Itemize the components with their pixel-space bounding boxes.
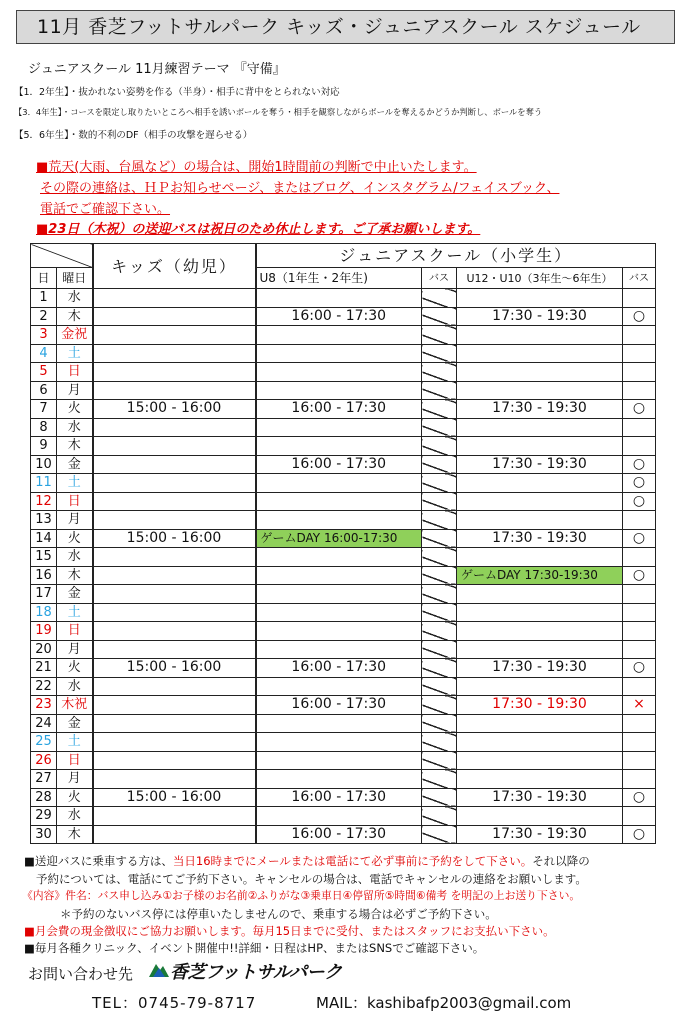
u8-time-cell: ゲームDAY 16:00-17:30 [256, 529, 422, 548]
footer-bus-line2: 予約については、電話にてご予約下さい。キャンセルの場合は、電話でキャンセルの連絡をお願いします。 [36, 872, 587, 886]
u8-time-cell [256, 585, 422, 604]
weekday-cell: 水 [57, 289, 93, 308]
schedule-table [30, 243, 656, 844]
u12-bus-cell [623, 807, 656, 826]
day-cell: 16 [31, 566, 57, 585]
kids-time-cell [93, 807, 256, 826]
day-cell: 25 [31, 733, 57, 752]
schedule-row [31, 511, 656, 530]
kids-time-cell: 15:00 - 16:00 [93, 400, 256, 419]
day-cell: 22 [31, 677, 57, 696]
u12-time-cell [457, 733, 623, 752]
kids-time-cell: 15:00 - 16:00 [93, 788, 256, 807]
u12-time-cell [457, 511, 623, 530]
weekday-cell: 土 [57, 344, 93, 363]
kids-time-cell [93, 511, 256, 530]
u8-bus-cell [422, 344, 457, 363]
day-cell: 14 [31, 529, 57, 548]
u12-time-cell: 17:30 - 19:30 [457, 825, 623, 844]
u12-bus-cell: ○ [623, 529, 656, 548]
theme-line-grade-3-4: 【3．4年生】・コースを限定し取りたいところへ相手を誘いボールを奪う・相手を観察しながらボールを奪えるかどうか判断し、ボールを奪う [14, 107, 543, 117]
day-cell: 4 [31, 344, 57, 363]
u8-bus-cell [422, 418, 457, 437]
contact-label: お問い合わせ先 [28, 965, 134, 983]
footer-bus-line1b: 当日16時までにメールまたは電話にて必ず事前に予約をして下さい。 [172, 854, 533, 868]
u8-time-cell [256, 603, 422, 622]
u12-time-cell: 17:30 - 19:30 [457, 788, 623, 807]
u8-bus-cell [422, 585, 457, 604]
u12-bus-cell [623, 733, 656, 752]
schedule-row [31, 622, 656, 641]
schedule-row [31, 363, 656, 382]
u12-time-cell [457, 548, 623, 567]
weekday-cell: 土 [57, 603, 93, 622]
u12-bus-cell [623, 751, 656, 770]
u12-bus-cell [623, 585, 656, 604]
u8-time-cell [256, 714, 422, 733]
u8-time-cell [256, 566, 422, 585]
u8-bus-cell [422, 677, 457, 696]
kids-time-cell [93, 696, 256, 715]
u12-bus-cell: ○ [623, 566, 656, 585]
u8-bus-cell [422, 363, 457, 382]
u12-time-cell: 17:30 - 19:30 [457, 696, 623, 715]
u12-time-cell: ゲームDAY 17:30-19:30 [457, 566, 623, 585]
weekday-cell: 金 [57, 585, 93, 604]
weather-notice: ■荒天(大雨、台風など）の場合は、開始1時間前の判断で中止いたします。 [36, 160, 477, 175]
weekday-cell: 土 [57, 733, 93, 752]
kids-time-cell [93, 677, 256, 696]
weekday-cell: 日 [57, 751, 93, 770]
kids-time-cell [93, 326, 256, 345]
u8-bus-cell [422, 437, 457, 456]
day-cell: 11 [31, 474, 57, 493]
schedule-row [31, 770, 656, 789]
u12-bus-cell [623, 677, 656, 696]
u8-time-cell [256, 492, 422, 511]
u12-bus-cell [623, 326, 656, 345]
u8-time-cell [256, 751, 422, 770]
u8-bus-cell [422, 696, 457, 715]
schedule-row [31, 492, 656, 511]
schedule-row [31, 474, 656, 493]
u12-header: U12・U10（3年生～6年生） [457, 268, 623, 289]
u12-bus-cell: ○ [623, 659, 656, 678]
u8-time-cell [256, 344, 422, 363]
u12-time-cell [457, 751, 623, 770]
weekday-cell: 木 [57, 825, 93, 844]
weekday-cell: 水 [57, 548, 93, 567]
kids-time-cell [93, 825, 256, 844]
day-cell: 24 [31, 714, 57, 733]
weekday-cell: 木祝 [57, 696, 93, 715]
kids-time-cell [93, 603, 256, 622]
u8-time-cell [256, 289, 422, 308]
weekday-cell: 火 [57, 659, 93, 678]
u8-bus-cell [422, 751, 457, 770]
u12-bus-cell: ○ [623, 307, 656, 326]
theme-line-grade-1-2: 【1．2年生】・抜かれない姿勢を作る（半身）・相手に背中をとられない対応 [14, 87, 340, 98]
u12-bus-cell [623, 511, 656, 530]
contact-notice-cont: 電話でご確認下さい。 [40, 202, 171, 217]
day-cell: 30 [31, 825, 57, 844]
kids-time-cell [93, 733, 256, 752]
day-cell: 12 [31, 492, 57, 511]
u12-bus-cell: ○ [623, 400, 656, 419]
schedule-row [31, 751, 656, 770]
page-title: 11月 香芝フットサルパーク キッズ・ジュニアスクール スケジュール [16, 10, 675, 44]
schedule-row [31, 585, 656, 604]
day-header: 日 [31, 268, 57, 289]
u12-bus-cell [623, 418, 656, 437]
kids-time-cell [93, 548, 256, 567]
day-cell: 10 [31, 455, 57, 474]
footer-bus-line1c: それ以降の [532, 854, 590, 868]
u8-time-cell [256, 326, 422, 345]
bus-header-u12: バス [623, 268, 656, 289]
u12-time-cell [457, 474, 623, 493]
kids-header: キッズ（幼児） [93, 244, 256, 289]
u12-bus-cell [623, 363, 656, 382]
u8-time-cell [256, 770, 422, 789]
kids-time-cell [93, 714, 256, 733]
u12-bus-cell [623, 714, 656, 733]
day-cell: 9 [31, 437, 57, 456]
schedule-row [31, 529, 656, 548]
u12-time-cell [457, 289, 623, 308]
corner-cell [31, 244, 93, 268]
u8-time-cell [256, 640, 422, 659]
u8-bus-cell [422, 381, 457, 400]
u12-time-cell: 17:30 - 19:30 [457, 400, 623, 419]
bus-header-u8: バス [422, 268, 457, 289]
kids-time-cell [93, 289, 256, 308]
contact-tel: TEL：0745-79-8717 [92, 994, 257, 1012]
weekday-cell: 月 [57, 511, 93, 530]
u8-bus-cell [422, 770, 457, 789]
kids-time-cell [93, 474, 256, 493]
schedule-row [31, 640, 656, 659]
day-cell: 15 [31, 548, 57, 567]
u12-bus-cell [623, 381, 656, 400]
day-cell: 5 [31, 363, 57, 382]
schedule-row [31, 289, 656, 308]
u12-time-cell [457, 492, 623, 511]
weekday-cell: 火 [57, 400, 93, 419]
schedule-row [31, 677, 656, 696]
u8-bus-cell [422, 474, 457, 493]
u12-time-cell [457, 381, 623, 400]
day-cell: 8 [31, 418, 57, 437]
day-cell: 19 [31, 622, 57, 641]
u12-bus-cell [623, 289, 656, 308]
u8-bus-cell [422, 603, 457, 622]
u12-bus-cell: × [623, 696, 656, 715]
kids-time-cell [93, 751, 256, 770]
day-cell: 18 [31, 603, 57, 622]
weekday-cell: 月 [57, 640, 93, 659]
weekday-cell: 水 [57, 677, 93, 696]
weekday-cell: 火 [57, 788, 93, 807]
kids-time-cell [93, 492, 256, 511]
day-cell: 17 [31, 585, 57, 604]
u12-bus-cell: ○ [623, 474, 656, 493]
u8-time-cell: 16:00 - 17:30 [256, 659, 422, 678]
u8-bus-cell [422, 511, 457, 530]
u12-bus-cell [623, 437, 656, 456]
u12-time-cell [457, 363, 623, 382]
u8-bus-cell [422, 326, 457, 345]
day-cell: 27 [31, 770, 57, 789]
junior-header: ジュニアスクール（小学生） [256, 244, 656, 268]
u8-bus-cell [422, 825, 457, 844]
kids-time-cell [93, 585, 256, 604]
u8-time-cell [256, 418, 422, 437]
u8-time-cell [256, 437, 422, 456]
u8-bus-cell [422, 455, 457, 474]
logo-mountain-icon [148, 960, 170, 978]
u8-bus-cell [422, 492, 457, 511]
weekday-cell: 日 [57, 363, 93, 382]
u12-bus-cell: ○ [623, 825, 656, 844]
u12-time-cell [457, 677, 623, 696]
kids-time-cell [93, 455, 256, 474]
u8-time-cell [256, 677, 422, 696]
weekday-cell: 水 [57, 418, 93, 437]
footer-bus-note: ＊予約のないバス停には停車いたしませんので、乗車する場合は必ずご予約下さい。 [60, 907, 497, 921]
u8-bus-cell [422, 659, 457, 678]
u12-bus-cell [623, 344, 656, 363]
u8-time-cell: 16:00 - 17:30 [256, 400, 422, 419]
u12-time-cell: 17:30 - 19:30 [457, 529, 623, 548]
weekday-cell: 日 [57, 492, 93, 511]
u8-time-cell: 16:00 - 17:30 [256, 455, 422, 474]
u8-time-cell [256, 548, 422, 567]
u12-bus-cell [623, 548, 656, 567]
u8-time-cell [256, 381, 422, 400]
schedule-row [31, 437, 656, 456]
kids-time-cell [93, 307, 256, 326]
u12-time-cell: 17:30 - 19:30 [457, 659, 623, 678]
u12-bus-cell: ○ [623, 492, 656, 511]
u8-bus-cell [422, 714, 457, 733]
u8-bus-cell [422, 289, 457, 308]
u12-bus-cell [623, 770, 656, 789]
schedule-row [31, 307, 656, 326]
kids-time-cell: 15:00 - 16:00 [93, 659, 256, 678]
u12-time-cell [457, 770, 623, 789]
weekday-cell: 金 [57, 714, 93, 733]
schedule-row [31, 788, 656, 807]
schedule-row [31, 733, 656, 752]
u12-bus-cell: ○ [623, 788, 656, 807]
footer-fee-notice: ■月会費の現金徴収にご協力お願いします。毎月15日までに受付、またはスタッフにお支払い下さい。 [24, 924, 555, 938]
schedule-row [31, 400, 656, 419]
weekday-cell: 土 [57, 474, 93, 493]
weekday-cell: 水 [57, 807, 93, 826]
schedule-row [31, 381, 656, 400]
schedule-row [31, 696, 656, 715]
schedule-row [31, 825, 656, 844]
u8-bus-cell [422, 548, 457, 567]
schedule-row [31, 566, 656, 585]
u8-bus-cell [422, 640, 457, 659]
u12-time-cell: 17:30 - 19:30 [457, 307, 623, 326]
day-cell: 29 [31, 807, 57, 826]
u12-time-cell [457, 418, 623, 437]
u8-time-cell [256, 807, 422, 826]
bus-suspend-notice: ■23日（木祝）の送迎バスは祝日のため休止します。ご了承お願いします。 [36, 222, 481, 237]
u8-bus-cell [422, 307, 457, 326]
theme-heading: ジュニアスクール 11月練習テーマ 『守備』 [28, 62, 286, 77]
weekday-cell: 金 [57, 455, 93, 474]
schedule-row [31, 344, 656, 363]
kids-time-cell [93, 363, 256, 382]
weekday-cell: 日 [57, 622, 93, 641]
u12-time-cell: 17:30 - 19:30 [457, 455, 623, 474]
schedule-row [31, 714, 656, 733]
footer-bus-format: 《内容》件名：バス申し込み①お子様のお名前②ふりがな③乗車日④停留所⑤時間⑥備考 を明記の上お送り下さい。 [22, 889, 581, 902]
day-cell: 7 [31, 400, 57, 419]
schedule-row [31, 418, 656, 437]
contact-notice: その際の連絡は、ＨＰお知らせページ、またはブログ、インスタグラム/フェイスブック、 [40, 181, 560, 196]
u8-bus-cell [422, 566, 457, 585]
weekday-cell: 金祝 [57, 326, 93, 345]
footer-bus-line1 [24, 853, 590, 869]
contact-mail: MAIL：kashibafp2003@gmail.com [316, 994, 572, 1012]
day-cell: 13 [31, 511, 57, 530]
schedule-row [31, 807, 656, 826]
day-cell: 26 [31, 751, 57, 770]
u12-bus-cell [623, 622, 656, 641]
u8-time-cell [256, 363, 422, 382]
kids-time-cell [93, 566, 256, 585]
weekday-cell: 火 [57, 529, 93, 548]
kids-time-cell [93, 381, 256, 400]
weekday-header: 曜日 [57, 268, 93, 289]
u8-time-cell [256, 622, 422, 641]
u12-time-cell [457, 640, 623, 659]
weekday-cell: 月 [57, 770, 93, 789]
kids-time-cell [93, 418, 256, 437]
u12-bus-cell: ○ [623, 455, 656, 474]
day-cell: 23 [31, 696, 57, 715]
kids-time-cell [93, 640, 256, 659]
u8-header: U8（1年生・2年生) [256, 268, 422, 289]
day-cell: 1 [31, 289, 57, 308]
u12-time-cell [457, 585, 623, 604]
weekday-cell: 木 [57, 437, 93, 456]
schedule-row [31, 603, 656, 622]
schedule-row [31, 326, 656, 345]
u12-bus-cell [623, 603, 656, 622]
day-cell: 6 [31, 381, 57, 400]
weekday-cell: 木 [57, 566, 93, 585]
kids-time-cell [93, 344, 256, 363]
u8-bus-cell [422, 400, 457, 419]
u12-time-cell [457, 437, 623, 456]
brand-logo-text: 香芝フットサルパーク [170, 962, 342, 983]
schedule-row [31, 659, 656, 678]
day-cell: 28 [31, 788, 57, 807]
u12-time-cell [457, 344, 623, 363]
weekday-cell: 月 [57, 381, 93, 400]
u8-time-cell: 16:00 - 17:30 [256, 825, 422, 844]
u8-time-cell [256, 511, 422, 530]
u8-time-cell: 16:00 - 17:30 [256, 307, 422, 326]
u8-bus-cell [422, 788, 457, 807]
schedule-row [31, 548, 656, 567]
u12-time-cell [457, 807, 623, 826]
kids-time-cell [93, 437, 256, 456]
u8-bus-cell [422, 733, 457, 752]
footer-event-notice: ■毎月各種クリニック、イベント開催中!!詳細・日程はHP、またはSNSでご確認下さい。 [24, 941, 485, 955]
u12-time-cell [457, 714, 623, 733]
u8-time-cell: 16:00 - 17:30 [256, 696, 422, 715]
day-cell: 21 [31, 659, 57, 678]
u8-time-cell [256, 733, 422, 752]
u12-time-cell [457, 326, 623, 345]
u8-time-cell [256, 474, 422, 493]
u8-bus-cell [422, 529, 457, 548]
u8-bus-cell [422, 807, 457, 826]
kids-time-cell: 15:00 - 16:00 [93, 529, 256, 548]
day-cell: 20 [31, 640, 57, 659]
u12-bus-cell [623, 640, 656, 659]
kids-time-cell [93, 770, 256, 789]
theme-line-grade-5-6: 【5．6年生】・数的不利のDF（相手の攻撃を遅らせる） [14, 130, 253, 141]
u8-time-cell: 16:00 - 17:30 [256, 788, 422, 807]
footer-bus-line1a: ■送迎バスに乗車する方は、 [24, 854, 173, 868]
schedule-row [31, 455, 656, 474]
u8-bus-cell [422, 622, 457, 641]
day-cell: 3 [31, 326, 57, 345]
u12-time-cell [457, 622, 623, 641]
day-cell: 2 [31, 307, 57, 326]
weekday-cell: 木 [57, 307, 93, 326]
u12-time-cell [457, 603, 623, 622]
kids-time-cell [93, 622, 256, 641]
